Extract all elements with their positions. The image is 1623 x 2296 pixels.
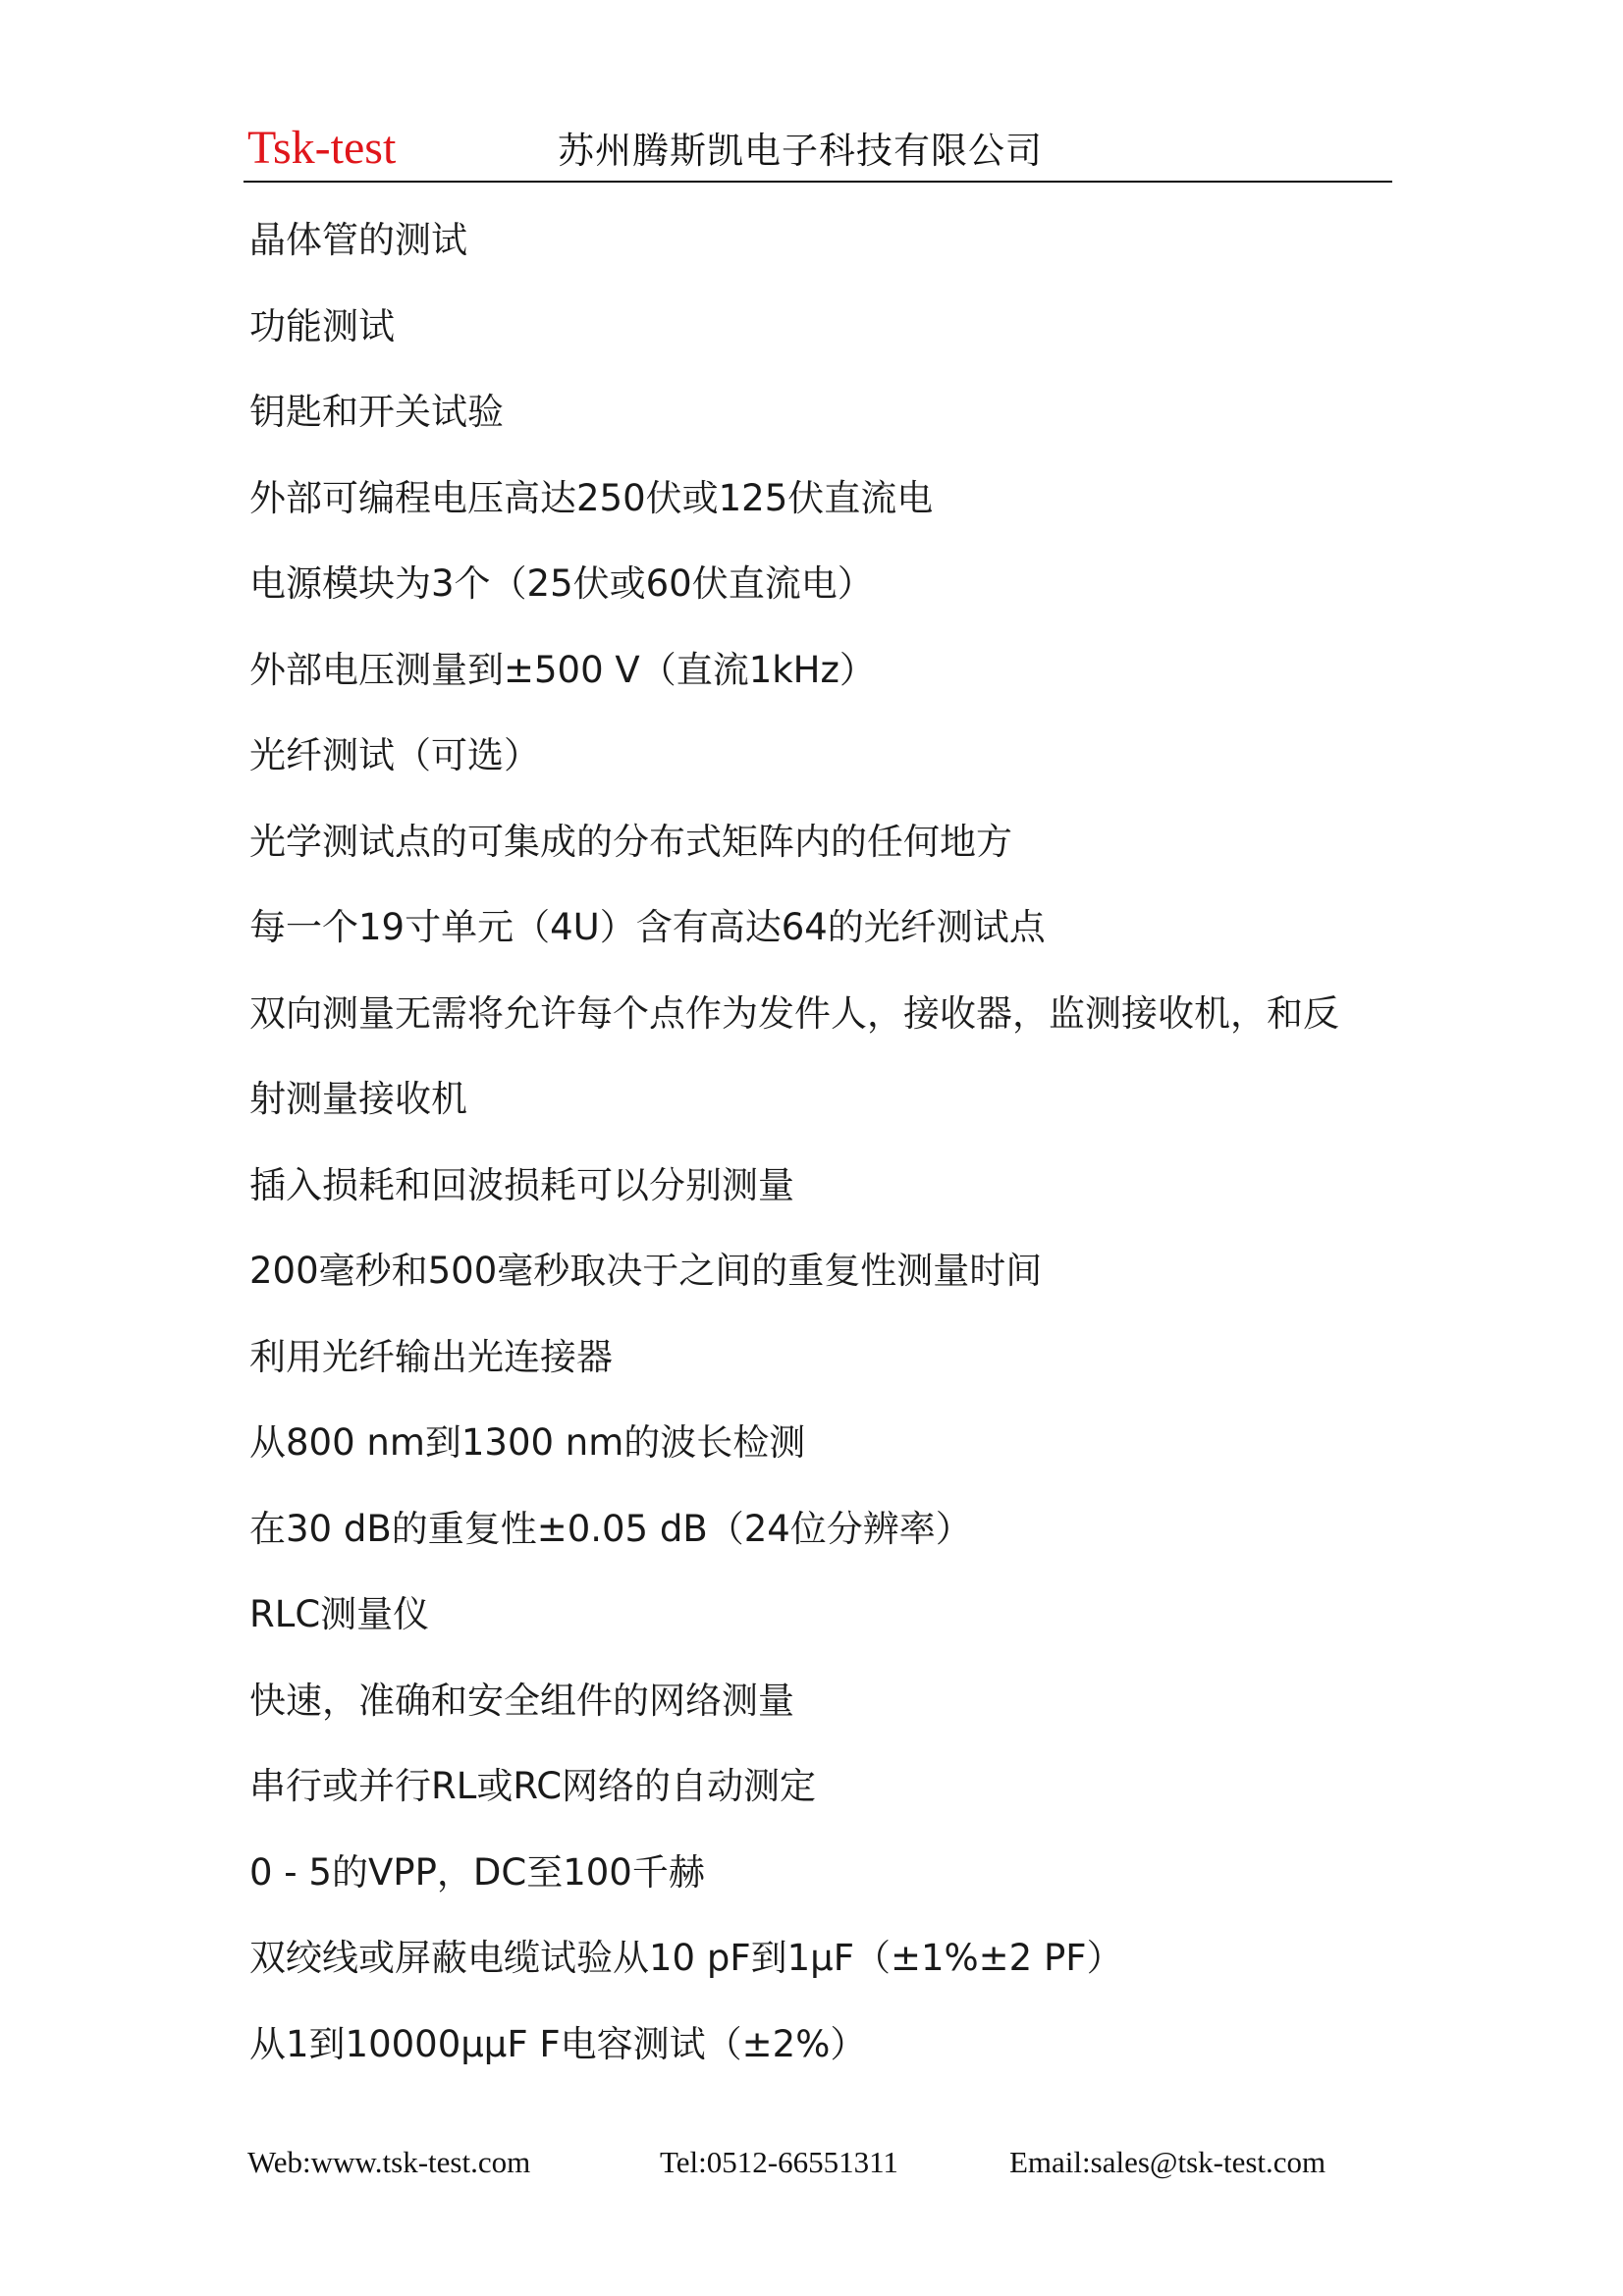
footer-website: Web:www.tsk-test.com bbox=[247, 2145, 531, 2179]
spec-line: 外部可编程电压高达250伏或125伏直流电 bbox=[249, 476, 934, 519]
page-header bbox=[243, 118, 1392, 183]
spec-line: 电源模块为3个（25伏或60伏直流电） bbox=[249, 562, 874, 605]
spec-line: 从800 nm到1300 nm的波长检测 bbox=[249, 1421, 806, 1464]
spec-line: 利用光纤输出光连接器 bbox=[249, 1335, 613, 1378]
brand-logo-text: Tsk-test bbox=[247, 122, 397, 174]
spec-line: 快速，准确和安全组件的网络测量 bbox=[249, 1679, 794, 1722]
spec-list bbox=[249, 210, 1398, 2100]
spec-line: 射测量接收机 bbox=[249, 1078, 467, 1120]
spec-line: 光纤测试（可选） bbox=[249, 734, 540, 776]
spec-line: 外部电压测量到±500 V（直流1kHz） bbox=[249, 648, 876, 691]
footer-email: Email:sales@tsk-test.com bbox=[1009, 2145, 1326, 2179]
spec-line: 每一个19寸单元（4U）含有高达64的光纤测试点 bbox=[249, 906, 1046, 948]
spec-line: 200毫秒和500毫秒取决于之间的重复性测量时间 bbox=[249, 1250, 1043, 1292]
spec-line: RLC测量仪 bbox=[249, 1593, 430, 1635]
company-name: 苏州腾斯凯电子科技有限公司 bbox=[558, 130, 1043, 172]
spec-line: 晶体管的测试 bbox=[249, 219, 467, 261]
spec-line: 光学测试点的可集成的分布式矩阵内的任何地方 bbox=[249, 820, 1012, 863]
spec-line: 在30 dB的重复性±0.05 dB（24位分辨率） bbox=[249, 1507, 972, 1550]
spec-line: 钥匙和开关试验 bbox=[249, 391, 504, 433]
spec-line: 从1到10000μμF F电容测试（±2%） bbox=[249, 2022, 867, 2065]
footer-telephone: Tel:0512-66551311 bbox=[660, 2145, 898, 2179]
page-footer bbox=[247, 2138, 1396, 2187]
spec-line: 双向测量无需将允许每个点作为发件人，接收器，监测接收机，和反 bbox=[249, 991, 1339, 1035]
spec-line: 0 - 5的VPP，DC至100千赫 bbox=[249, 1850, 705, 1894]
spec-line: 插入损耗和回波损耗可以分别测量 bbox=[249, 1163, 794, 1206]
spec-line: 串行或并行RL或RC网络的自动测定 bbox=[249, 1765, 817, 1807]
spec-line: 功能测试 bbox=[249, 304, 395, 347]
spec-line: 双绞线或屏蔽电缆试验从10 pF到1μF（±1%±2 PF） bbox=[249, 1937, 1123, 1979]
